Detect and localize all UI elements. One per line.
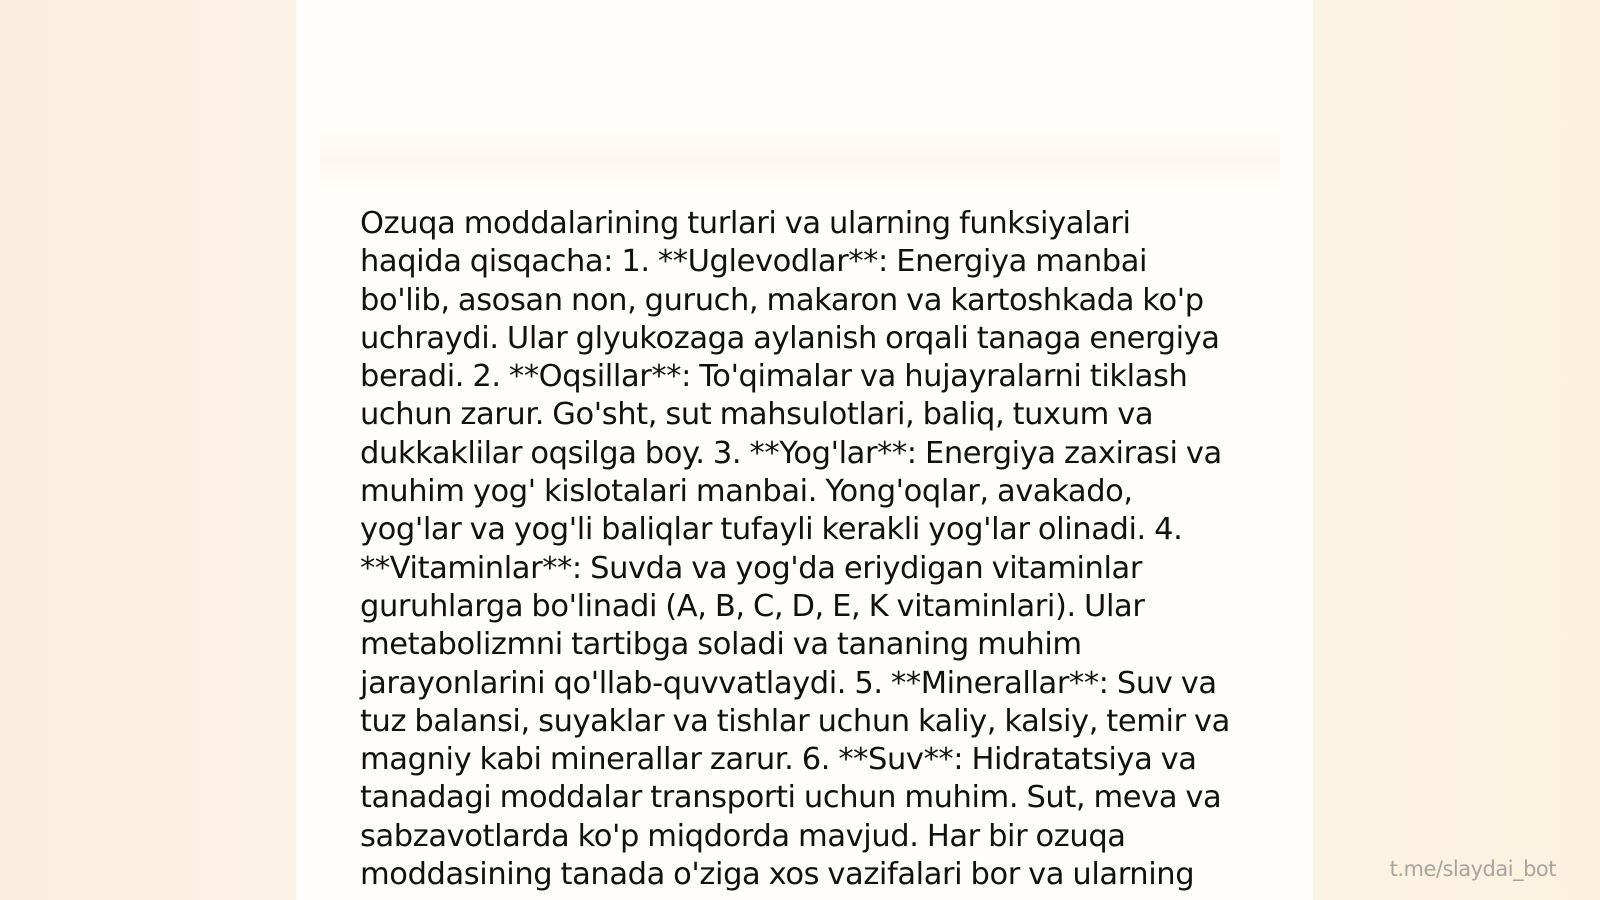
body-line: yog'lar va yog'li baliqlar tufayli kerakli yog'lar olinadi. 4. — [360, 512, 1183, 548]
body-line: muhim yog' kislotalari manbai. Yong'oqlar, avakado, — [360, 474, 1133, 510]
body-line: magniy kabi minerallar zarur. 6. **Suv**: Hidratatsiya va — [360, 742, 1197, 778]
body-line: haqida qisqacha: 1. **Uglevodlar**: Energiya manbai — [360, 244, 1148, 280]
panel-fade-band — [320, 130, 1280, 190]
body-line: **Vitaminlar**: Suvda va yog'da eriydigan vitaminlar — [360, 550, 1142, 586]
body-line: metabolizmni tartibga soladi va tananing muhim — [360, 627, 1082, 663]
body-line: tuz balansi, suyaklar va tishlar uchun kaliy, kalsiy, temir va — [360, 703, 1230, 739]
body-line: beradi. 2. **Oqsillar**: To'qimalar va hujayralarni tiklash — [360, 359, 1188, 395]
body-line: tanadagi moddalar transporti uchun muhim. Sut, meva va — [360, 780, 1222, 816]
body-line: moddasining tanada o'ziga xos vazifalari bor va ularning — [360, 857, 1195, 893]
body-line: Ozuqa moddalarining turlari va ularning funksiyalari — [360, 206, 1131, 241]
body-line: uchun zarur. Go'sht, sut mahsulotlari, baliq, tuxum va — [360, 397, 1154, 433]
body-line: guruhlarga bo'linadi (A, B, C, D, E, K vitaminlari). Ular — [360, 588, 1145, 624]
body-line: dukkaklilar oqsilga boy. 3. **Yog'lar**: Energiya zaxirasi va — [360, 435, 1222, 471]
watermark-text: t.me/slaydai_bot — [1389, 857, 1556, 881]
body-line: jarayonlarini qo'llab-quvvatlaydi. 5. **Minerallar**: Suv va — [360, 665, 1217, 701]
body-line: sabzavotlarda ko'p miqdorda mavjud. Har bir ozuqa — [360, 818, 1126, 854]
body-line: uchraydi. Ular glyukozaga aylanish orqali tanaga energiya — [360, 320, 1220, 356]
body-line: bo'lib, asosan non, guruch, makaron va kartoshkada ko'p — [360, 282, 1204, 318]
slide-body-text — [360, 205, 1260, 894]
